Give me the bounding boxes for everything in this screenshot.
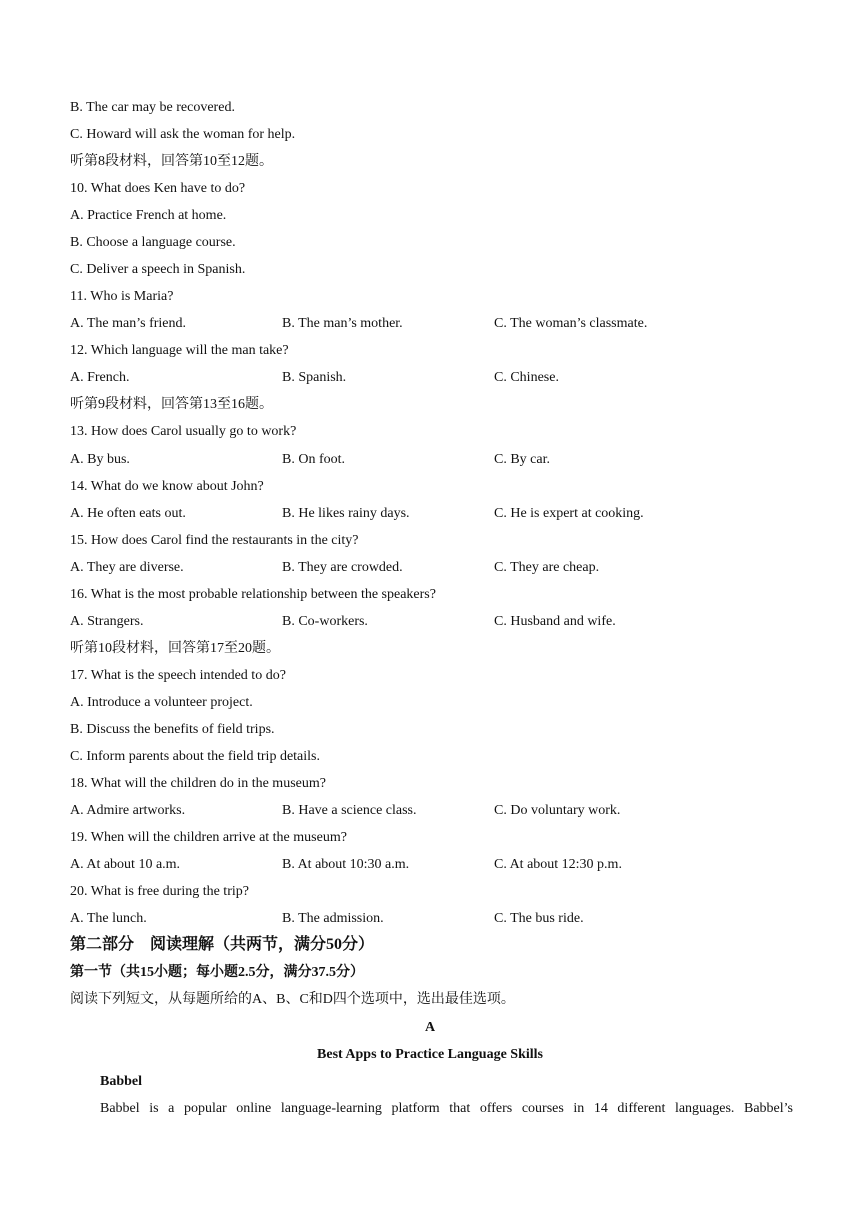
option-14c: C. He is expert at cooking. [494,506,644,521]
question-15: 15. How does Carol find the restaurants in the city? [70,533,359,548]
option-14b: B. He likes rainy days. [282,506,410,521]
option-14a: A. He often eats out. [70,506,186,521]
option-19b: B. At about 10:30 a.m. [282,857,410,872]
option-10b: B. Choose a language course. [70,235,236,250]
passage-letter: A [424,1020,436,1035]
option-16a: A. Strangers. [70,614,144,629]
option-11c: C. The woman’s classmate. [494,316,648,331]
option-19a: A. At about 10 a.m. [70,857,181,872]
option-10c: C. Deliver a speech in Spanish. [70,262,246,277]
option-13a: A. By bus. [70,452,130,467]
question-12: 12. Which language will the man take? [70,343,289,358]
option-18a: A. Admire artworks. [70,803,186,818]
option-13c: C. By car. [494,452,550,467]
option-13b: B. On foot. [282,452,345,467]
option-18c: C. Do voluntary work. [494,803,621,818]
question-10: 10. What does Ken have to do? [70,181,246,196]
option-15a: A. They are diverse. [70,560,184,575]
option-17c: C. Inform parents about the field trip details. [70,749,320,764]
option-17a: A. Introduce a volunteer project. [70,695,253,710]
option-20b: B. The admission. [282,911,384,926]
option-20c: C. The bus ride. [494,911,584,926]
option-12a: A. French. [70,370,130,385]
reading-instruction: 阅读下列短文，从每题所给的A、B、C和D四个选项中，选出最佳选项。 [70,992,515,1007]
option-20a: A. The lunch. [70,911,147,926]
option-16b: B. Co-workers. [282,614,368,629]
section-10-instruction: 听第10段材料，回答第17至20题。 [70,641,280,656]
babbel-paragraph: Babbel is a popular online language-learning platform that offers courses in 14 different languages. Babbel’s [100,1101,793,1116]
option-12c: C. Chinese. [494,370,559,385]
question-18: 18. What will the children do in the museum? [70,776,326,791]
question-16: 16. What is the most probable relationship between the speakers? [70,587,436,602]
option-15c: C. They are cheap. [494,560,600,575]
question-14: 14. What do we know about John? [70,479,264,494]
option-12b: B. Spanish. [282,370,347,385]
option-19c: C. At about 12:30 p.m. [494,857,622,872]
section-9-instruction: 听第9段材料，回答第13至16题。 [70,397,273,412]
option-11a: A. The man’s friend. [70,316,186,331]
section-1-title: 第一节（共15小题；每小题2.5分，满分37.5分） [70,965,364,980]
question-13: 13. How does Carol usually go to work? [70,424,297,439]
question-17: 17. What is the speech intended to do? [70,668,286,683]
option-16c: C. Husband and wife. [494,614,616,629]
question-19: 19. When will the children arrive at the museum? [70,830,347,845]
question-20: 20. What is free during the trip? [70,884,249,899]
option-9c: C. Howard will ask the woman for help. [70,127,296,142]
part-2-title: 第二部分 阅读理解（共两节，满分50分） [70,936,375,953]
babbel-heading: Babbel [100,1074,143,1089]
option-15b: B. They are crowded. [282,560,403,575]
passage-title: Best Apps to Practice Language Skills [317,1047,543,1062]
option-17b: B. Discuss the benefits of field trips. [70,722,275,737]
option-18b: B. Have a science class. [282,803,417,818]
section-8-instruction: 听第8段材料，回答第10至12题。 [70,154,273,169]
option-11b: B. The man’s mother. [282,316,403,331]
option-10a: A. Practice French at home. [70,208,227,223]
option-9b: B. The car may be recovered. [70,100,235,115]
question-11: 11. Who is Maria? [70,289,174,304]
